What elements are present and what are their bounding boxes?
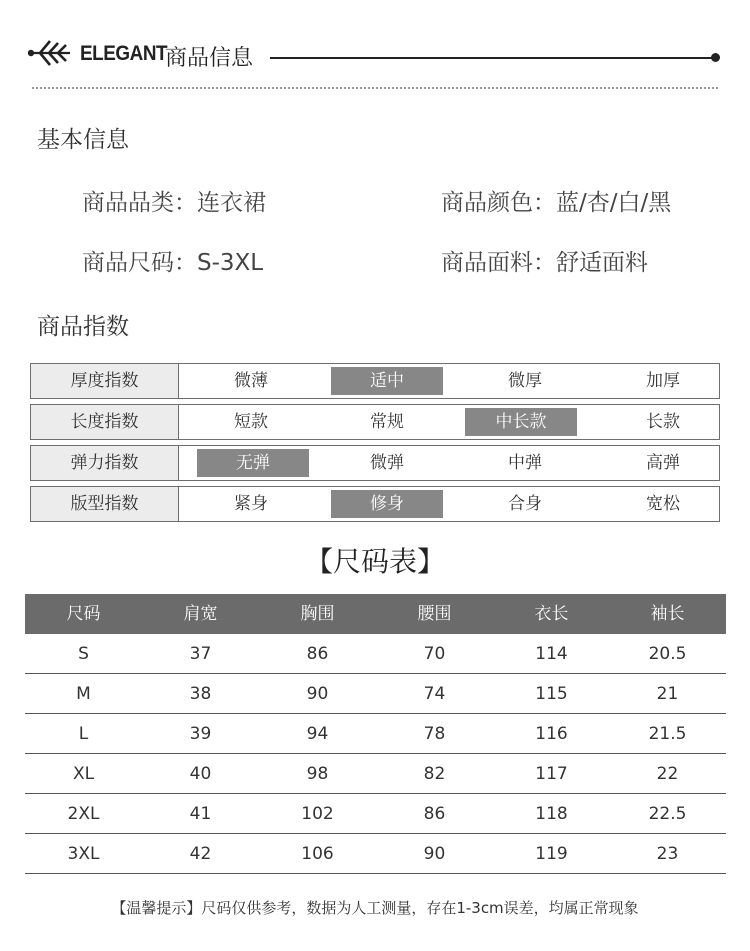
table-cell: 82 bbox=[423, 764, 446, 784]
column-header: 胸围 bbox=[300, 604, 335, 624]
index-option: 微厚 bbox=[508, 371, 542, 391]
index-option: 宽松 bbox=[646, 494, 680, 514]
table-cell: 118 bbox=[535, 804, 568, 824]
table-cell: 20.5 bbox=[648, 644, 687, 664]
info-size: 商品尺码：S-3XL bbox=[82, 250, 264, 276]
table-cell: 116 bbox=[535, 724, 568, 744]
table-row bbox=[25, 834, 726, 874]
index-option-active: 修身 bbox=[331, 490, 443, 518]
table-row bbox=[25, 754, 726, 794]
column-header: 尺码 bbox=[66, 604, 101, 624]
index-row-fit bbox=[30, 486, 720, 522]
header-title: 商品信息 bbox=[165, 46, 254, 71]
table-cell: 115 bbox=[535, 684, 568, 704]
column-header: 腰围 bbox=[417, 604, 452, 624]
table-cell: 90 bbox=[423, 844, 446, 864]
table-cell: 42 bbox=[189, 844, 212, 864]
table-cell: 39 bbox=[189, 724, 212, 744]
table-cell: XL bbox=[72, 764, 95, 784]
index-option-active: 适中 bbox=[331, 367, 443, 395]
table-cell: 3XL bbox=[67, 844, 100, 864]
table-cell: 70 bbox=[423, 644, 446, 664]
info-category: 商品品类：连衣裙 bbox=[82, 190, 266, 216]
basic-info-title: 基本信息 bbox=[37, 127, 129, 153]
table-cell: 78 bbox=[423, 724, 446, 744]
index-option: 微弹 bbox=[370, 453, 404, 473]
table-cell: 74 bbox=[423, 684, 446, 704]
index-label: 版型指数 bbox=[31, 487, 179, 521]
info-fabric: 商品面料：舒适面料 bbox=[441, 250, 648, 276]
table-cell: L bbox=[78, 724, 89, 744]
table-cell: 21.5 bbox=[648, 724, 687, 744]
table-cell: 86 bbox=[306, 644, 329, 664]
product-index-title: 商品指数 bbox=[37, 314, 129, 340]
table-cell: 40 bbox=[189, 764, 212, 784]
index-option: 长款 bbox=[646, 412, 680, 432]
index-label: 弹力指数 bbox=[31, 446, 179, 480]
table-row bbox=[25, 674, 726, 714]
index-option-active: 无弹 bbox=[197, 449, 309, 477]
table-row bbox=[25, 794, 726, 834]
index-option: 常规 bbox=[370, 412, 404, 432]
table-cell: 106 bbox=[301, 844, 334, 864]
table-row bbox=[25, 714, 726, 754]
table-cell: 21 bbox=[656, 684, 679, 704]
table-cell: 114 bbox=[535, 644, 568, 664]
table-cell: 117 bbox=[535, 764, 568, 784]
section-header bbox=[0, 30, 750, 80]
table-cell: M bbox=[76, 684, 91, 704]
table-cell: 41 bbox=[189, 804, 212, 824]
table-cell: 23 bbox=[656, 844, 679, 864]
warm-tip: 【温馨提示】尺码仅供参考，数据为人工测量，存在1-3cm误差，均属正常现象 bbox=[111, 899, 639, 917]
index-option-active: 中长款 bbox=[465, 408, 577, 436]
index-option: 微薄 bbox=[234, 371, 268, 391]
table-cell: 22 bbox=[656, 764, 679, 784]
index-option: 合身 bbox=[508, 494, 542, 514]
index-option: 紧身 bbox=[234, 494, 268, 514]
size-table-header bbox=[25, 594, 726, 634]
table-cell: 102 bbox=[301, 804, 334, 824]
table-cell: 90 bbox=[306, 684, 329, 704]
table-cell: 98 bbox=[306, 764, 329, 784]
table-cell: 22.5 bbox=[648, 804, 687, 824]
table-cell: 94 bbox=[306, 724, 329, 744]
info-color: 商品颜色：蓝/杏/白/黑 bbox=[441, 190, 672, 216]
arrow-feather-icon bbox=[26, 36, 72, 70]
header-dot bbox=[711, 53, 720, 62]
index-option: 中弹 bbox=[508, 453, 542, 473]
index-row-thickness bbox=[30, 363, 720, 399]
column-header: 肩宽 bbox=[183, 604, 218, 624]
table-cell: 2XL bbox=[67, 804, 100, 824]
table-row bbox=[25, 634, 726, 674]
column-header: 袖长 bbox=[650, 604, 685, 624]
table-cell: 86 bbox=[423, 804, 446, 824]
table-cell: S bbox=[78, 644, 89, 664]
index-label: 厚度指数 bbox=[31, 364, 179, 398]
dotted-divider bbox=[32, 87, 718, 89]
index-row-elasticity bbox=[30, 445, 720, 481]
column-header: 衣长 bbox=[534, 604, 569, 624]
index-label: 长度指数 bbox=[31, 405, 179, 439]
index-option: 短款 bbox=[234, 412, 268, 432]
index-option: 高弹 bbox=[646, 453, 680, 473]
table-cell: 38 bbox=[189, 684, 212, 704]
header-divider bbox=[270, 57, 712, 59]
table-cell: 119 bbox=[535, 844, 568, 864]
table-cell: 37 bbox=[189, 644, 212, 664]
index-option: 加厚 bbox=[646, 371, 680, 391]
size-chart-title: 【尺码表】 bbox=[304, 545, 445, 578]
brand-name: ELEGANT bbox=[80, 42, 168, 65]
index-row-length bbox=[30, 404, 720, 440]
